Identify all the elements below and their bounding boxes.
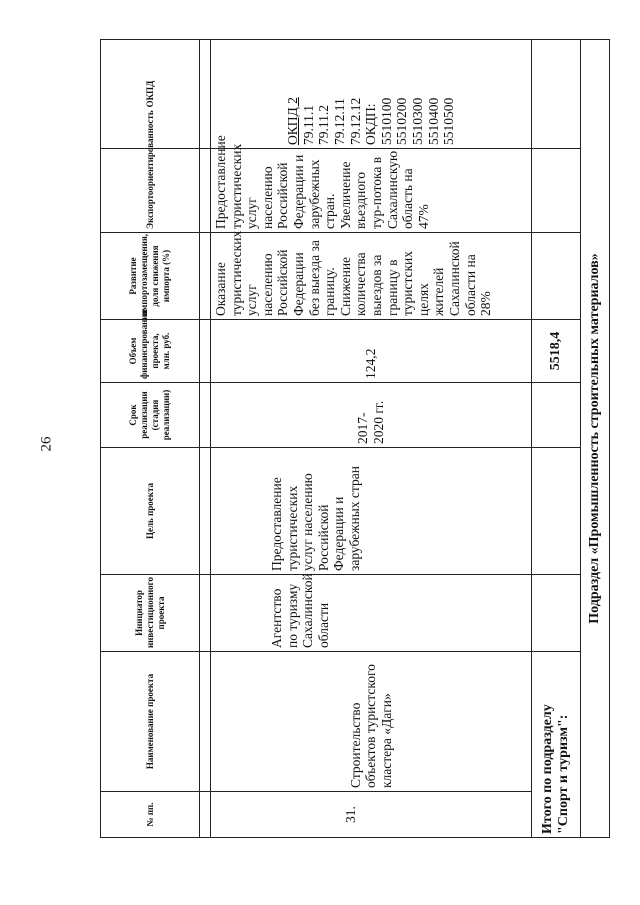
header-okpd: ОКПД (101, 40, 200, 149)
section-heading-row (581, 40, 610, 838)
okdp-code: 5510400 (425, 97, 441, 145)
table-row (211, 40, 532, 838)
okpd-title: ОКПД 2 (285, 97, 301, 145)
project-financing: 124,2 (211, 320, 532, 383)
import-substitution: Оказание туристических услуг населению Российской Федерации без выезда за границу. Снижение количества выездов за границу в туристских целях жителей Сахалинской области на 28% (211, 233, 532, 320)
page-number: 26 (38, 436, 55, 452)
project-initiator: Агентство по туризму Сахалинской области (211, 575, 532, 652)
header-import-substitution: Развитие импортозамещения, доля снижения импорта (%) (101, 233, 200, 320)
header-goal: Цель проекта (101, 448, 200, 575)
okdp-code: 5510100 (378, 97, 394, 145)
row-number: 31. (211, 792, 532, 838)
export-orientation: Предоставление туристических услуг населению Российской Федерации и зарубежных стран. Увеличение въездного тур-потока в Сахалинскую область на 47% (211, 149, 532, 233)
okdp-code: 5510500 (441, 97, 457, 145)
spacer-row (200, 40, 211, 838)
okdp-code: 5510300 (409, 97, 425, 145)
okpd-code: 79.12.11 (332, 98, 348, 145)
subtotal-label: Итого по подразделу "Спорт и туризм": (532, 652, 581, 838)
subtotal-row (532, 40, 581, 838)
okdp-code: 5510200 (394, 97, 410, 145)
header-export: Экспортоориентированность (101, 149, 200, 233)
okpd-code: 79.12.12 (347, 97, 363, 145)
rotated-table-container (100, 40, 640, 838)
section-heading: Подраздел «Промышленность строительных материалов» (581, 40, 610, 838)
header-term: Срок реализации (стадия реализации) (101, 383, 200, 448)
okpd-code: 79.11.1 (300, 105, 316, 145)
project-term: 2017-2020 гг. (211, 383, 532, 448)
header-financing: Объем финансирования проекта, млн. руб. (101, 320, 200, 383)
okdp-title: ОКДП: (363, 103, 379, 145)
okpd-codes-cell (211, 40, 532, 149)
header-initiator: Инициатор инвестиционного проекта (101, 575, 200, 652)
project-name: Строительство объектов туристского кластера «Даги» (211, 652, 532, 792)
okpd-code: 79.11.2 (316, 105, 332, 145)
header-project-name: Наименование проекта (101, 652, 200, 792)
header-number: № пп. (101, 792, 200, 838)
investment-projects-table (100, 39, 610, 838)
subtotal-sum: 5518,4 (532, 320, 581, 383)
table-header-row (101, 40, 200, 838)
project-goal: Предоставление туристических услуг населению Российской Федерации и зарубежных стран (211, 448, 532, 575)
